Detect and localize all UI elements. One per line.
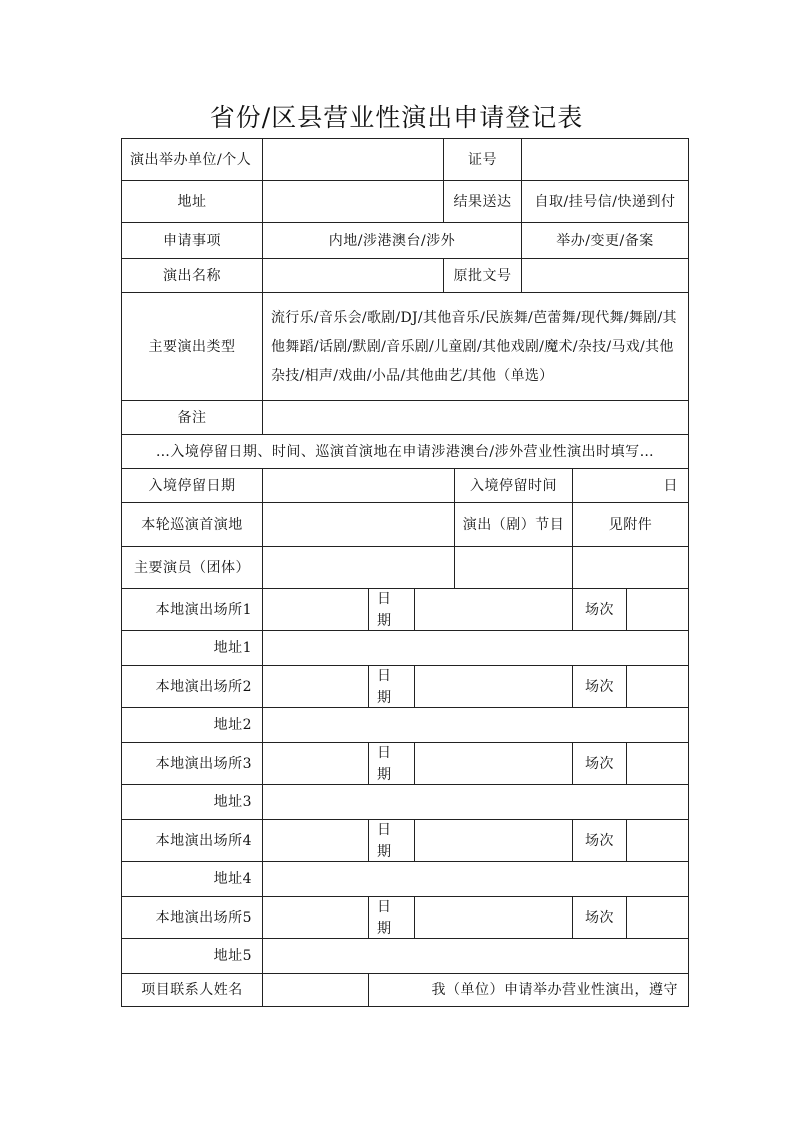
venue-date-label: 日期	[377, 667, 392, 706]
venue-label: 本地演出场所3	[155, 755, 252, 772]
venue-address-input[interactable]	[263, 785, 688, 819]
venue-address-label: 地址5	[213, 948, 252, 964]
action-options[interactable]: 举办/变更/备案	[556, 232, 654, 249]
tour-premiere-input[interactable]	[263, 503, 454, 546]
contact-name-label: 项目联系人姓名	[141, 982, 243, 998]
approval-doc-input[interactable]	[522, 259, 688, 292]
show-type-label: 主要演出类型	[148, 338, 236, 355]
venue-label: 本地演出场所4	[155, 832, 252, 849]
venue-label: 本地演出场所1	[155, 601, 252, 618]
section-note: …入境停留日期、时间、巡演首演地在申请涉港澳台/涉外营业性演出时填写…	[155, 443, 655, 460]
form-title: 省份/区县营业性演出申请登记表	[209, 103, 584, 132]
organizer-input[interactable]	[263, 139, 443, 180]
venue-label: 本地演出场所2	[155, 678, 252, 695]
venue-date-input[interactable]	[415, 743, 572, 784]
license-label: 证号	[468, 151, 497, 168]
main-performers-input[interactable]	[263, 547, 454, 588]
venue-address-label: 地址4	[213, 871, 252, 887]
venue-sessions-input[interactable]	[627, 897, 688, 938]
show-type-options[interactable]: 流行乐/音乐会/歌剧/DJ/其他音乐/民族舞/芭蕾舞/现代舞/舞剧/其他舞蹈/话剧/默剧/音乐剧/儿童剧/其他戏剧/魔术/杂技/马戏/其他杂技/相声/戏曲/小品/其他曲艺/其他（单选）	[271, 310, 677, 384]
application-item-label: 申请事项	[163, 232, 221, 249]
venue-sessions-label: 场次	[585, 755, 614, 772]
venue-sessions-input[interactable]	[627, 666, 688, 707]
venue-sessions-input[interactable]	[627, 743, 688, 784]
venue-address-input[interactable]	[263, 631, 688, 665]
table-rule	[121, 1006, 689, 1007]
venue-sessions-label: 场次	[585, 678, 614, 695]
venue-address-label: 地址1	[213, 640, 252, 656]
venue-address-input[interactable]	[263, 862, 688, 896]
remarks-label: 备注	[177, 409, 207, 426]
remarks-input[interactable]	[263, 401, 688, 434]
venue-sessions-label: 场次	[585, 601, 614, 618]
entry-date-input[interactable]	[263, 469, 454, 502]
region-options[interactable]: 内地/涉港澳台/涉外	[328, 232, 456, 249]
venue-sessions-input[interactable]	[627, 820, 688, 861]
main-performers-extra-2[interactable]	[573, 547, 688, 588]
organizer-label: 演出举办单位/个人	[130, 151, 252, 168]
venue-date-label: 日期	[377, 898, 392, 937]
approval-doc-label: 原批文号	[453, 267, 512, 284]
venue-input[interactable]	[263, 743, 368, 784]
venue-date-label: 日期	[377, 590, 392, 629]
address-input[interactable]	[263, 181, 443, 222]
contact-name-input[interactable]	[263, 974, 368, 1006]
venue-sessions-label: 场次	[585, 832, 614, 849]
table-rule	[688, 138, 689, 1007]
venue-input[interactable]	[263, 897, 368, 938]
program-label: 演出（剧）节目	[462, 516, 565, 533]
entry-time-day-unit[interactable]: 日	[663, 477, 678, 494]
tour-premiere-label: 本轮巡演首演地	[141, 516, 243, 533]
venue-date-input[interactable]	[415, 897, 572, 938]
venue-date-input[interactable]	[415, 820, 572, 861]
venue-date-label: 日期	[377, 744, 392, 783]
venue-address-label: 地址2	[213, 717, 252, 733]
venue-input[interactable]	[263, 820, 368, 861]
venue-sessions-input[interactable]	[627, 589, 688, 630]
venue-date-input[interactable]	[415, 589, 572, 630]
entry-date-label: 入境停留日期	[148, 477, 236, 494]
show-name-input[interactable]	[263, 259, 443, 292]
main-performers-label: 主要演员（团体）	[134, 559, 250, 576]
declaration-text: 我（单位）申请举办营业性演出，遵守	[431, 982, 678, 998]
venue-input[interactable]	[263, 589, 368, 630]
license-input[interactable]	[522, 139, 688, 180]
venue-input[interactable]	[263, 666, 368, 707]
venue-date-input[interactable]	[415, 666, 572, 707]
address-label: 地址	[177, 193, 207, 210]
delivery-label: 结果送达	[453, 193, 512, 210]
venue-label: 本地演出场所5	[155, 909, 252, 926]
venue-address-label: 地址3	[213, 794, 252, 810]
show-name-label: 演出名称	[163, 267, 221, 284]
main-performers-extra[interactable]	[455, 547, 572, 588]
delivery-options[interactable]: 自取/挂号信/快递到付	[534, 193, 676, 210]
venue-sessions-label: 场次	[585, 909, 614, 926]
venue-address-input[interactable]	[263, 708, 688, 742]
entry-time-label: 入境停留时间	[470, 477, 557, 494]
venue-date-label: 日期	[377, 821, 392, 860]
program-attachment[interactable]: 见附件	[608, 516, 653, 533]
venue-address-input[interactable]	[263, 939, 688, 973]
